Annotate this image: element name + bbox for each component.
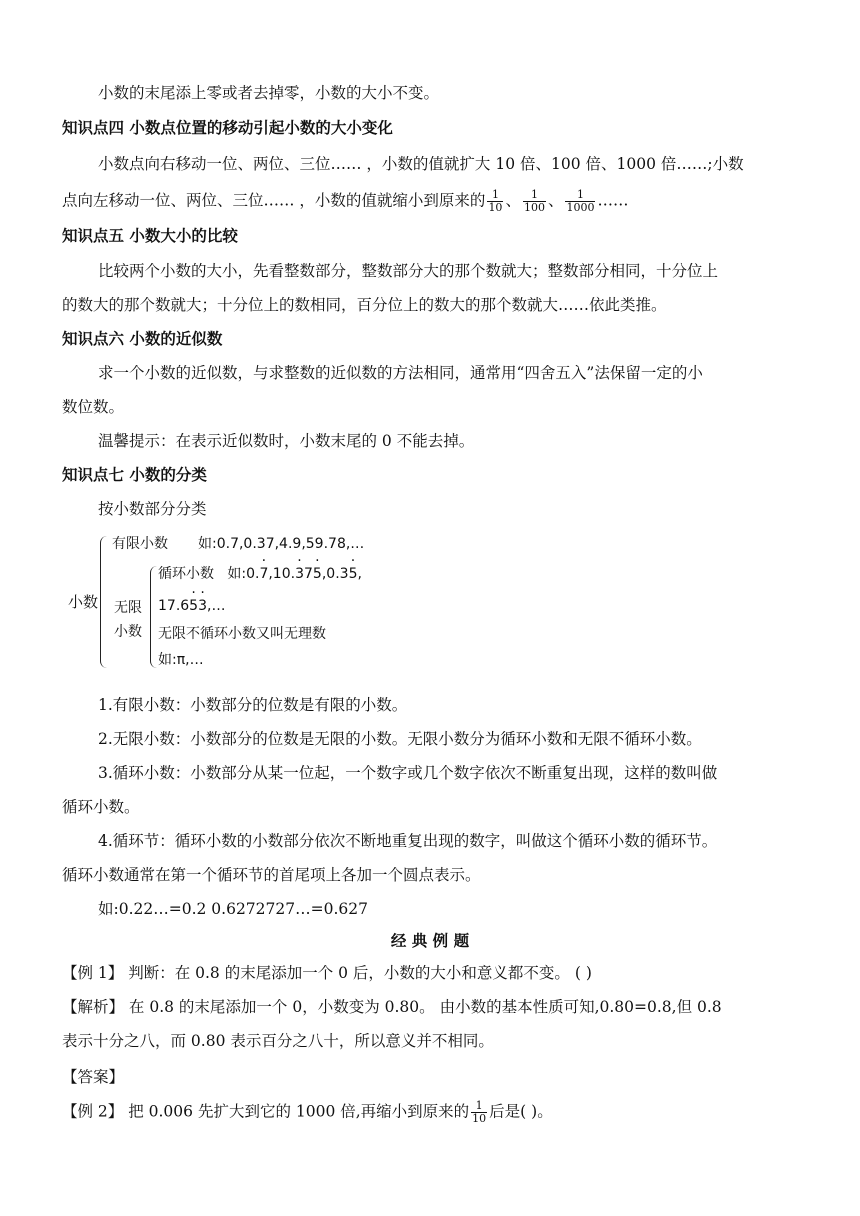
answer-label: 【答案】 xyxy=(62,1068,125,1086)
analysis-1-cont: 表示十分之八，而 0.80 表示百分之八十，所以意义并不相同。 xyxy=(62,1032,494,1050)
fraction: $\frac{1}{1000}$ xyxy=(566,188,595,214)
diagram-infinite: 小数 xyxy=(114,624,142,640)
text-line: 1.有限小数：小数部分的位数是有限的小数。 xyxy=(98,696,408,714)
diagram-root: 小数 xyxy=(68,593,99,611)
text-line: 2.无限小数：小数部分的位数是无限的小数。无限小数分为循环小数和无限不循环小数。 xyxy=(98,730,702,748)
section-title: 经 典 例 题 xyxy=(390,932,470,950)
text-line: 求一个小数的近似数，与求整数的近似数的方法相同，通常用“四舍五入”法保留一定的小 xyxy=(98,364,703,382)
text: 点向左移动一位、两位、三位…… ，小数的值就缩小到原来的 xyxy=(62,191,486,210)
heading-point-4: 知识点四 小数点位置的移动引起小数的大小变化 xyxy=(62,119,393,137)
text-line-with-fractions: 点向左移动一位、两位、三位…… ，小数的值就缩小到原来的 $\frac{1}{10}$ 、 $\frac{1}{100}$ 、 $\frac{1}{1000}$ …… xyxy=(62,188,629,214)
text-line: 温馨提示：在表示近似数时，小数末尾的 0 不能去掉。 xyxy=(98,432,475,450)
text-line: 小数点向右移动一位、两位、三位…… ，小数的值就扩大 10 倍、100 倍、1000 倍……;小数 xyxy=(98,155,744,173)
text-line: 4.循环节：循环小数的小数部分依次不断地重复出现的数字，叫做这个循环小数的循环节。 xyxy=(98,832,718,850)
diagram-infinite: 无限 xyxy=(114,600,142,616)
fraction: $\frac{1}{10}$ xyxy=(472,1099,487,1125)
diagram-irrational: 无限不循环小数又叫无理数 xyxy=(158,626,326,642)
text-line: 3.循环小数：小数部分从某一位起，一个数字或几个数字依次不断重复出现，这样的数叫做 xyxy=(98,764,718,782)
heading-point-5: 知识点五 小数大小的比较 xyxy=(62,227,238,245)
fraction: $\frac{1}{100}$ xyxy=(523,188,545,214)
heading-point-6: 知识点六 小数的近似数 xyxy=(62,330,223,348)
text-line: 比较两个小数的大小，先看整数部分，整数部分大的那个数就大；整数部分相同，十分位上 xyxy=(98,262,719,280)
heading-point-7: 知识点七 小数的分类 xyxy=(62,466,207,484)
example-2: 【例 2】 把 0.006 先扩大到它的 1000 倍,再缩小到原来的 $\frac{1}{10}$ 后是( )。 xyxy=(62,1099,553,1125)
text-line: 如:0.22…=0.2 0.6272727…=0.627 xyxy=(98,900,368,918)
text-line: 小数的末尾添上零或者去掉零，小数的大小不变。 xyxy=(98,84,440,102)
diagram-irrational-example: 如:π,… xyxy=(158,652,204,668)
brace-main xyxy=(100,536,107,668)
text-line: 数位数。 xyxy=(62,398,125,416)
text-line: 循环小数通常在第一个循环节的首尾项上各加一个圆点表示。 xyxy=(62,866,481,884)
diagram-repeating-example: 17.6· 5· 3,… xyxy=(158,596,225,616)
fraction: $\frac{1}{10}$ xyxy=(488,188,503,214)
brace-infinite xyxy=(150,566,157,668)
diagram-repeating: 循环小数 如:0.· 7,10.· 37· 5,0.3· 5, xyxy=(158,564,362,584)
diagram-finite-example: 如:0.7,0.37,4.9,59.78,… xyxy=(198,536,365,552)
analysis-1: 【解析】 在 0.8 的末尾添加一个 0，小数变为 0.80。 由小数的基本性质可知,0.80=0.8,但 0.8 xyxy=(62,998,722,1016)
text-line: 按小数部分分类 xyxy=(98,500,207,518)
example-1: 【例 1】 判断：在 0.8 的末尾添加一个 0 后，小数的大小和意义都不变。 ( ) xyxy=(62,964,592,982)
text-line: 的数大的那个数就大；十分位上的数相同，百分位上的数大的那个数就大……依此类推。 xyxy=(62,296,667,314)
diagram-finite: 有限小数 xyxy=(112,536,168,552)
text-line: 循环小数。 xyxy=(62,798,140,816)
